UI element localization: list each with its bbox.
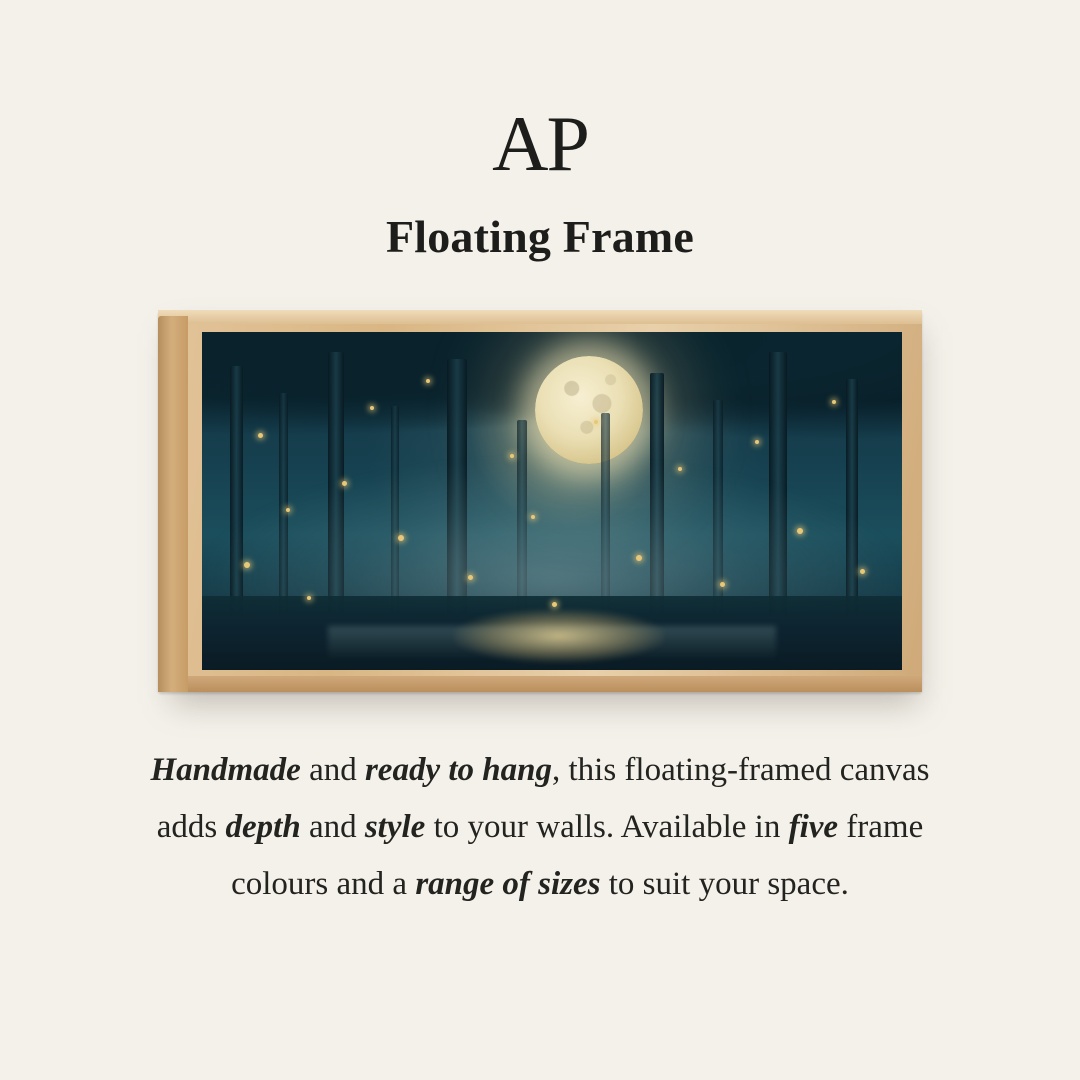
desc-emphasis: ready to hang	[364, 752, 552, 788]
brand-logo: AP	[492, 100, 588, 187]
frame-bottom-edge	[158, 676, 922, 692]
canvas-print-moonlit-forest	[202, 332, 902, 670]
frame-top-edge	[158, 310, 922, 324]
framed-artwork	[158, 310, 922, 692]
desc-emphasis: depth	[225, 809, 301, 845]
page-title: Floating Frame	[385, 211, 695, 262]
product-description	[140, 742, 940, 913]
frame-left-side	[158, 316, 188, 692]
desc-emphasis: Handmade	[150, 752, 301, 788]
desc-emphasis: range of sizes	[415, 866, 601, 902]
desc-emphasis: five	[788, 809, 839, 845]
desc-text: and	[300, 752, 365, 788]
desc-text: to your walls. Available in	[425, 809, 789, 845]
desc-text: frame colours and a	[231, 809, 924, 902]
desc-text: , this floating-framed canvas adds	[156, 752, 930, 845]
firefly-sparkles	[202, 332, 902, 670]
desc-text: and	[300, 809, 365, 845]
desc-text: to suit your space.	[600, 866, 849, 902]
desc-emphasis: style	[364, 809, 426, 845]
